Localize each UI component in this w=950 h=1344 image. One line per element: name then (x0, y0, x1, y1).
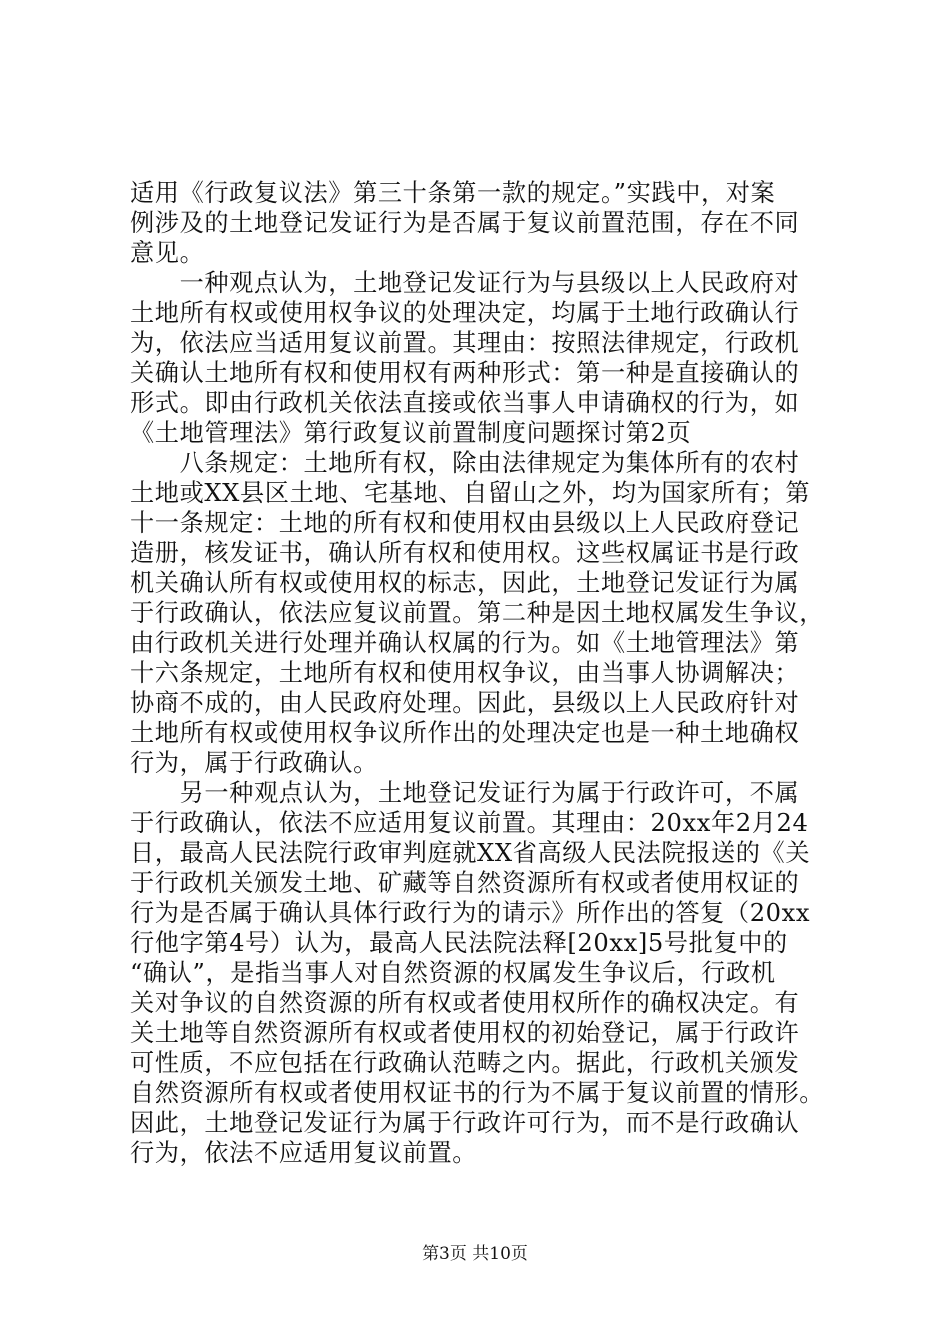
text-line: 由行政机关进行处理并确认权属的行为。如《土地管理法》第 (130, 629, 800, 657)
text-line: 于行政确认，依法不应适用复议前置。其理由：20xx年2月24 (130, 809, 809, 837)
text-line: 土地所有权或使用权争议所作出的处理决定也是一种土地确权 (130, 719, 800, 747)
text-line: 自然资源所有权或者使用权证书的行为不属于复议前置的情形。 (130, 1079, 825, 1107)
text-line: 协商不成的，由人民政府处理。因此，县级以上人民政府针对 (130, 689, 800, 717)
text-line: 于行政确认，依法应复议前置。第二种是因土地权属发生争议， (130, 599, 825, 627)
text-line: 日，最高人民法院行政审判庭就XX省高级人民法院报送的《关 (130, 839, 811, 867)
text-line: 关土地等自然资源所有权或者使用权的初始登记，属于行政许 (130, 1019, 800, 1047)
text-line: 行为，属于行政确认。 (130, 749, 378, 777)
text-line: 适用《行政复议法》第三十条第一款的规定。”实践中，对案 (130, 179, 776, 207)
text-line: 行他字第4号）认为，最高人民法院法释[20xx]5号批复中的 (130, 929, 788, 957)
text-line: 行为是否属于确认具体行政行为的请示》所作出的答复（20xx (130, 899, 811, 927)
text-line: 机关确认所有权或使用权的标志，因此，土地登记发证行为属 (130, 569, 800, 597)
text-line: 一种观点认为，土地登记发证行为与县级以上人民政府对 (130, 269, 800, 297)
text-line: 土地所有权或使用权争议的处理决定，均属于土地行政确认行 (130, 299, 800, 327)
text-line: 例涉及的土地登记发证行为是否属于复议前置范围，存在不同 (130, 209, 800, 237)
text-line: 于行政机关颁发土地、矿藏等自然资源所有权或者使用权证的 (130, 869, 800, 897)
text-line: 十一条规定：土地的所有权和使用权由县级以上人民政府登记 (130, 509, 800, 537)
text-line: 《土地管理法》第行政复议前置制度问题探讨第2页 (130, 419, 692, 447)
text-line: 造册，核发证书，确认所有权和使用权。这些权属证书是行政 (130, 539, 800, 567)
text-line: 关确认土地所有权和使用权有两种形式：第一种是直接确认的 (130, 359, 800, 387)
text-line: 八条规定：土地所有权，除由法律规定为集体所有的农村 (130, 449, 800, 477)
text-line: 形式。即由行政机关依法直接或依当事人申请确权的行为，如 (130, 389, 800, 417)
text-line: 土地或XX县区土地、宅基地、自留山之外，均为国家所有；第 (130, 479, 811, 507)
text-line: 关对争议的自然资源的所有权或者使用权所作的确权决定。有 (130, 989, 800, 1017)
text-line: 十六条规定，土地所有权和使用权争议，由当事人协调解决； (130, 659, 800, 687)
page-footer: 第3页 共10页 (422, 1244, 528, 1264)
text-line: 行为，依法不应适用复议前置。 (130, 1139, 478, 1167)
text-line: “确认”，是指当事人对自然资源的权属发生争议后，行政机 (130, 959, 776, 987)
text-line: 为，依法应当适用复议前置。其理由：按照法律规定，行政机 (130, 329, 800, 357)
text-line: 可性质，不应包括在行政确认范畴之内。据此，行政机关颁发 (130, 1049, 800, 1077)
text-line: 另一种观点认为，土地登记发证行为属于行政许可，不属 (130, 779, 800, 807)
text-line: 因此，土地登记发证行为属于行政许可行为，而不是行政确认 (130, 1109, 800, 1137)
text-line: 意见。 (130, 239, 205, 267)
